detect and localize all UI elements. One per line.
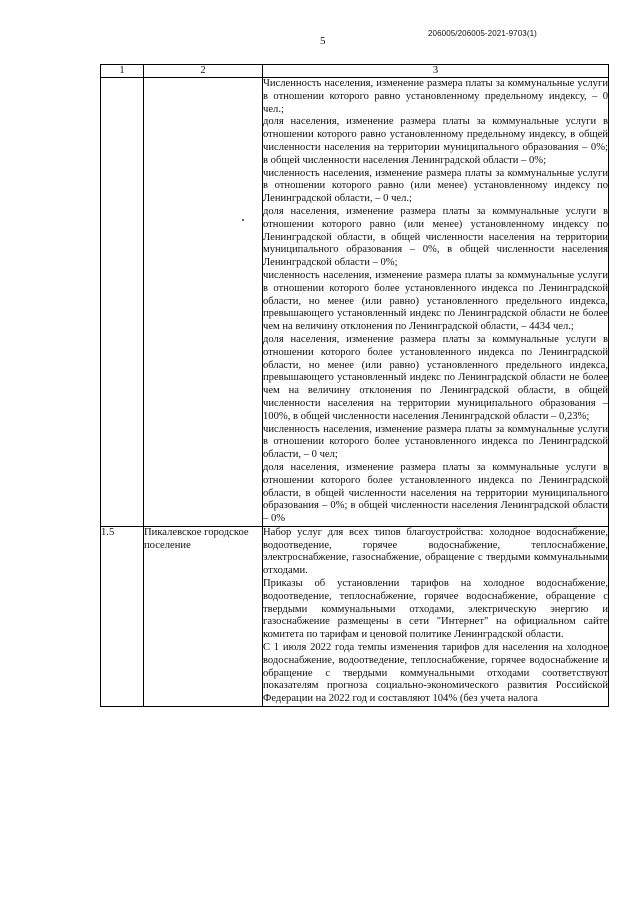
table-row-continued <box>101 78 609 527</box>
description-paragraph: доля населения, изменение размера платы за коммунальные услуги в отношении которого более установленного индекса по Ленинградской области, но менее (или равно) установленного предельного индекса, превышающего установленный индекс по Ленинградской области не более чем на величину отклонения по Ленинградской области, в общей численности населения на территории муниципального образования – 100%, в общей численности населения Ленинградской области – 0,23%; <box>263 333 608 422</box>
description-paragraph: численность населения, изменение размера платы за коммунальные услуги в отношении которого более установленного индекса по Ленинградской области, – 0 чел; <box>263 423 608 461</box>
description-paragraph: численность населения, изменение размера платы за коммунальные услуги в отношении которого равно (или менее) установленному индексу по Ленинградской области, – 0 чел.; <box>263 167 608 205</box>
table-row-1-5 <box>101 526 609 706</box>
description-paragraph: доля населения, изменение размера платы за коммунальные услуги в отношении которого равно установленному предельному индексу, в общей численности населения на территории муниципального образования – 0%; в общей численности населения Ленинградской области – 0%; <box>263 116 608 166</box>
row-municipality: Пикалевское городское поселение <box>144 526 263 706</box>
column-header-2: 2 <box>144 65 263 78</box>
tariff-table <box>100 64 609 707</box>
column-header-1: 1 <box>101 65 144 78</box>
row-description <box>263 78 609 527</box>
page-number: 5 <box>320 35 326 47</box>
row-number: 1.5 <box>101 526 144 706</box>
row-description <box>263 526 609 706</box>
description-paragraph: Численность населения, изменение размера платы за коммунальные услуги в отношении которого равно установленному предельному индексу, – 0 чел.; <box>263 78 608 115</box>
description-paragraph: доля населения, изменение размера платы за коммунальные услуги в отношении которого более установленного индекса по Ленинградской области, в общей численности населения на территории муниципального образования – 0%; в общей численности населения Ленинградской области – 0% <box>263 461 608 525</box>
description-paragraph: доля населения, изменение размера платы за коммунальные услуги в отношении которого равно (или менее) установленному индексу по Ленинградской области, в общей численности населения на территории муниципального образования – 0%, в общей численности населения Ленинградской области – 0%; <box>263 205 608 269</box>
description-paragraph: численность населения, изменение размера платы за коммунальные услуги в отношении которого более установленного индекса по Ленинградской области, но менее (или равно) установленного предельного индекса, превышающего установленный индекс по Ленинградской области не более чем на величину отклонения по Ленинградской области, – 4434 чел.; <box>263 269 608 333</box>
description-paragraph: Приказы об установлении тарифов на холодное водоснабжение, водоотведение, теплоснабжение, горячее водоснабжение, обращение с твердыми коммунальными отходами, электрическую энергию и газоснабжение размещены в сети "Интернет" на официальном сайте комитета по тарифам и ценовой политике Ленинградской области. <box>263 578 608 641</box>
document-id: 206005/206005-2021-9703(1) <box>428 29 537 38</box>
row-municipality <box>144 78 263 527</box>
description-paragraph: Набор услуг для всех типов благоустройства: холодное водоснабжение, водоотведение, горячее водоснабжение, теплоснабжение, электроснабжение, газоснабжение, обращение с твердыми коммунальными отходами. <box>263 526 608 577</box>
column-header-row <box>101 65 609 78</box>
column-header-3: 3 <box>263 65 609 78</box>
description-paragraph: С 1 июля 2022 года темпы изменения тарифов для населения на холодное водоснабжение, водоотведение, теплоснабжение, горячее водоснабжение и обращение с твердыми коммунальными отходами соответствуют показателям прогноза социально-экономического развития Российской Федерации на 2022 год и составляют 104% (без учета налога <box>263 642 608 705</box>
row-number <box>101 78 144 527</box>
